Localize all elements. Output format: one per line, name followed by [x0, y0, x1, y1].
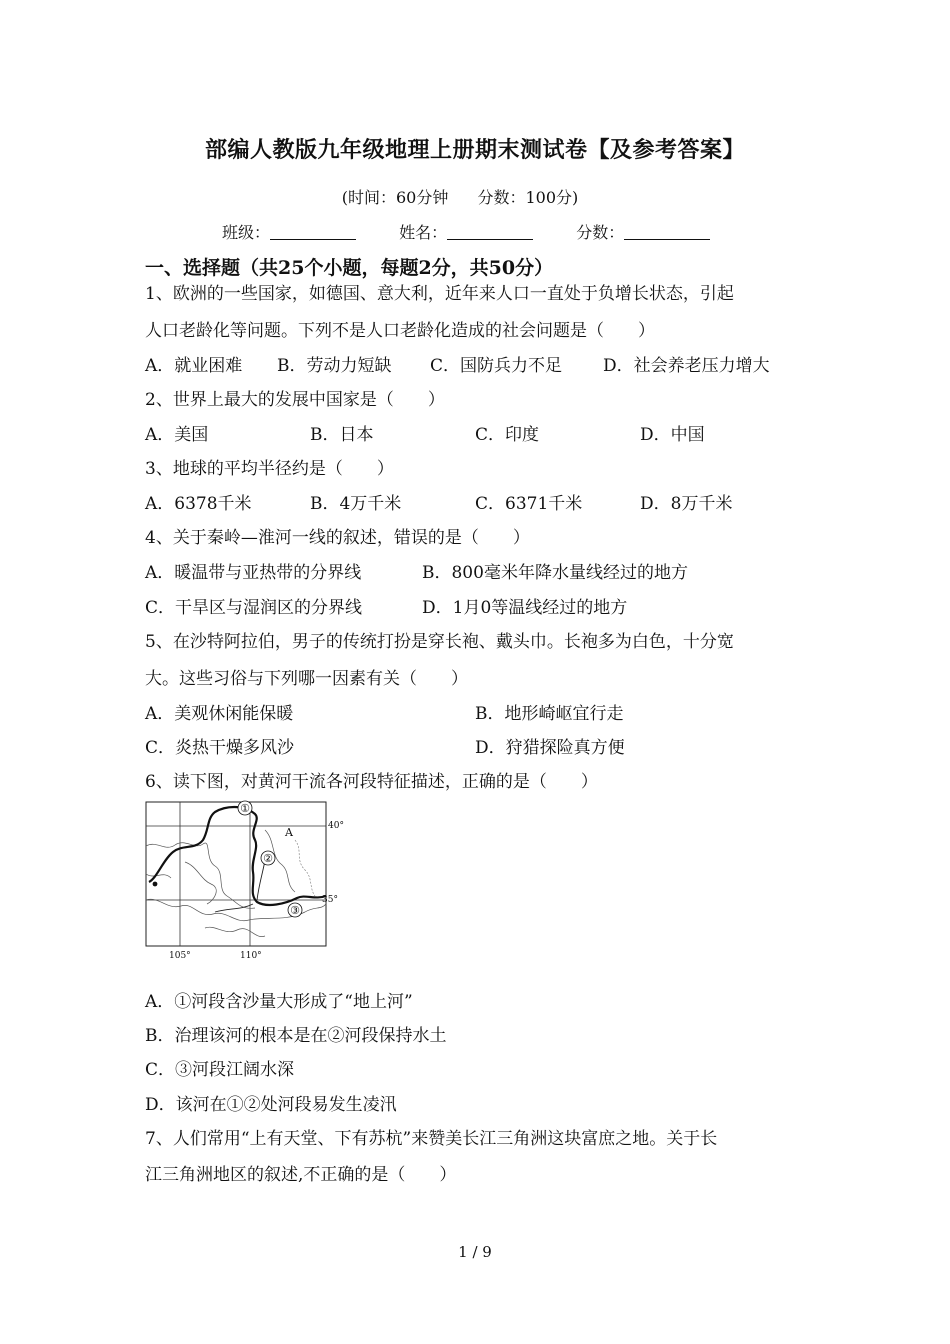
exam-meta [0, 185, 920, 208]
class-field[interactable] [270, 223, 356, 240]
q2-option-d: D．中国 [640, 425, 705, 445]
q3-option-d: D．8万千米 [640, 494, 733, 514]
segment-1-label: ① [240, 802, 250, 815]
lat-35-label: 35° [322, 895, 338, 905]
q1-option-c: C．国防兵力不足 [430, 356, 563, 376]
map-marker [153, 882, 158, 887]
q1-option-b: B．劳动力短缺 [277, 356, 392, 376]
q2-stem: 2、世界上最大的发展中国家是（ ） [145, 390, 445, 410]
q3-option-b: B．4万千米 [310, 494, 402, 514]
q6-option-a: A．①河段含沙量大形成了“地上河” [145, 992, 413, 1012]
q3-stem: 3、地球的平均半径约是（ ） [145, 459, 394, 479]
yellow-river-map [145, 800, 345, 962]
q6-option-c: C．③河段江阔水深 [145, 1060, 295, 1080]
segment-2-label: ② [263, 852, 273, 865]
segment-3-label: ③ [290, 904, 300, 917]
q5-option-a: A．美观休闲能保暖 [145, 704, 294, 724]
point-a-label: A [285, 826, 293, 839]
q2-option-c: C．印度 [475, 425, 540, 445]
q6-stem: 6、读下图，对黄河干流各河段特征描述，正确的是（ ） [145, 772, 598, 792]
name-field[interactable] [447, 223, 533, 240]
q3-option-a: A．6378千米 [145, 494, 252, 514]
student-info [222, 220, 748, 243]
section-heading: 一、选择题（共25个小题，每题2分，共50分） [145, 257, 554, 279]
score-label: 分数： [576, 223, 625, 242]
q7-stem-line1: 7、人们常用“上有天堂、下有苏杭”来赞美长江三角洲这块富庶之地。关于长 [145, 1129, 718, 1149]
score-info: 分数：100分) [477, 188, 579, 207]
score-field[interactable] [624, 223, 710, 240]
q2-option-a: A．美国 [145, 425, 209, 445]
q1-option-d: D．社会养老压力增大 [603, 356, 770, 376]
q1-stem-line2: 人口老龄化等问题。下列不是人口老龄化造成的社会问题是（ ） [145, 321, 655, 341]
q4-option-b: B．800毫米年降水量线经过的地方 [422, 563, 688, 583]
q4-option-a: A．暖温带与亚热带的分界线 [145, 563, 362, 583]
q1-stem-line1: 1、欧洲的一些国家，如德国、意大利，近年来人口一直处于负增长状态，引起 [145, 284, 734, 304]
q4-stem: 4、关于秦岭—淮河一线的叙述，错误的是（ ） [145, 528, 530, 548]
q3-option-c: C．6371千米 [475, 494, 583, 514]
q4-option-d: D．1月0等温线经过的地方 [422, 598, 628, 618]
exam-title: 部编人教版九年级地理上册期末测试卷【及参考答案】 [204, 137, 745, 163]
q4-option-c: C．干旱区与湿润区的分界线 [145, 598, 363, 618]
class-label: 班级： [222, 223, 271, 242]
q5-stem-line1: 5、在沙特阿拉伯，男子的传统打扮是穿长袍、戴头巾。长袍多为白色，十分宽 [145, 632, 734, 652]
q5-option-b: B．地形崎岖宜行走 [475, 704, 624, 724]
time-info: (时间：60分钟 [341, 188, 449, 207]
q5-option-c: C．炎热干燥多风沙 [145, 738, 295, 758]
q6-option-d: D．该河在①②处河段易发生凌汛 [145, 1095, 397, 1115]
q5-stem-line2: 大。这些习俗与下列哪一因素有关（ ） [145, 669, 468, 689]
q2-option-b: B．日本 [310, 425, 374, 445]
q7-stem-line2: 江三角洲地区的叙述,不正确的是（ ） [145, 1165, 457, 1185]
lat-40-label: 40° [328, 821, 344, 831]
q5-option-d: D．狩猎探险真方便 [475, 738, 625, 758]
q6-option-b: B．治理该河的根本是在②河段保持水土 [145, 1026, 447, 1046]
lon-110-label: 110° [240, 951, 262, 961]
page-number: 1 / 9 [458, 1243, 492, 1261]
q1-option-a: A．就业困难 [145, 356, 243, 376]
name-label: 姓名： [399, 223, 448, 242]
lon-105-label: 105° [169, 951, 191, 961]
map-frame [146, 802, 326, 946]
